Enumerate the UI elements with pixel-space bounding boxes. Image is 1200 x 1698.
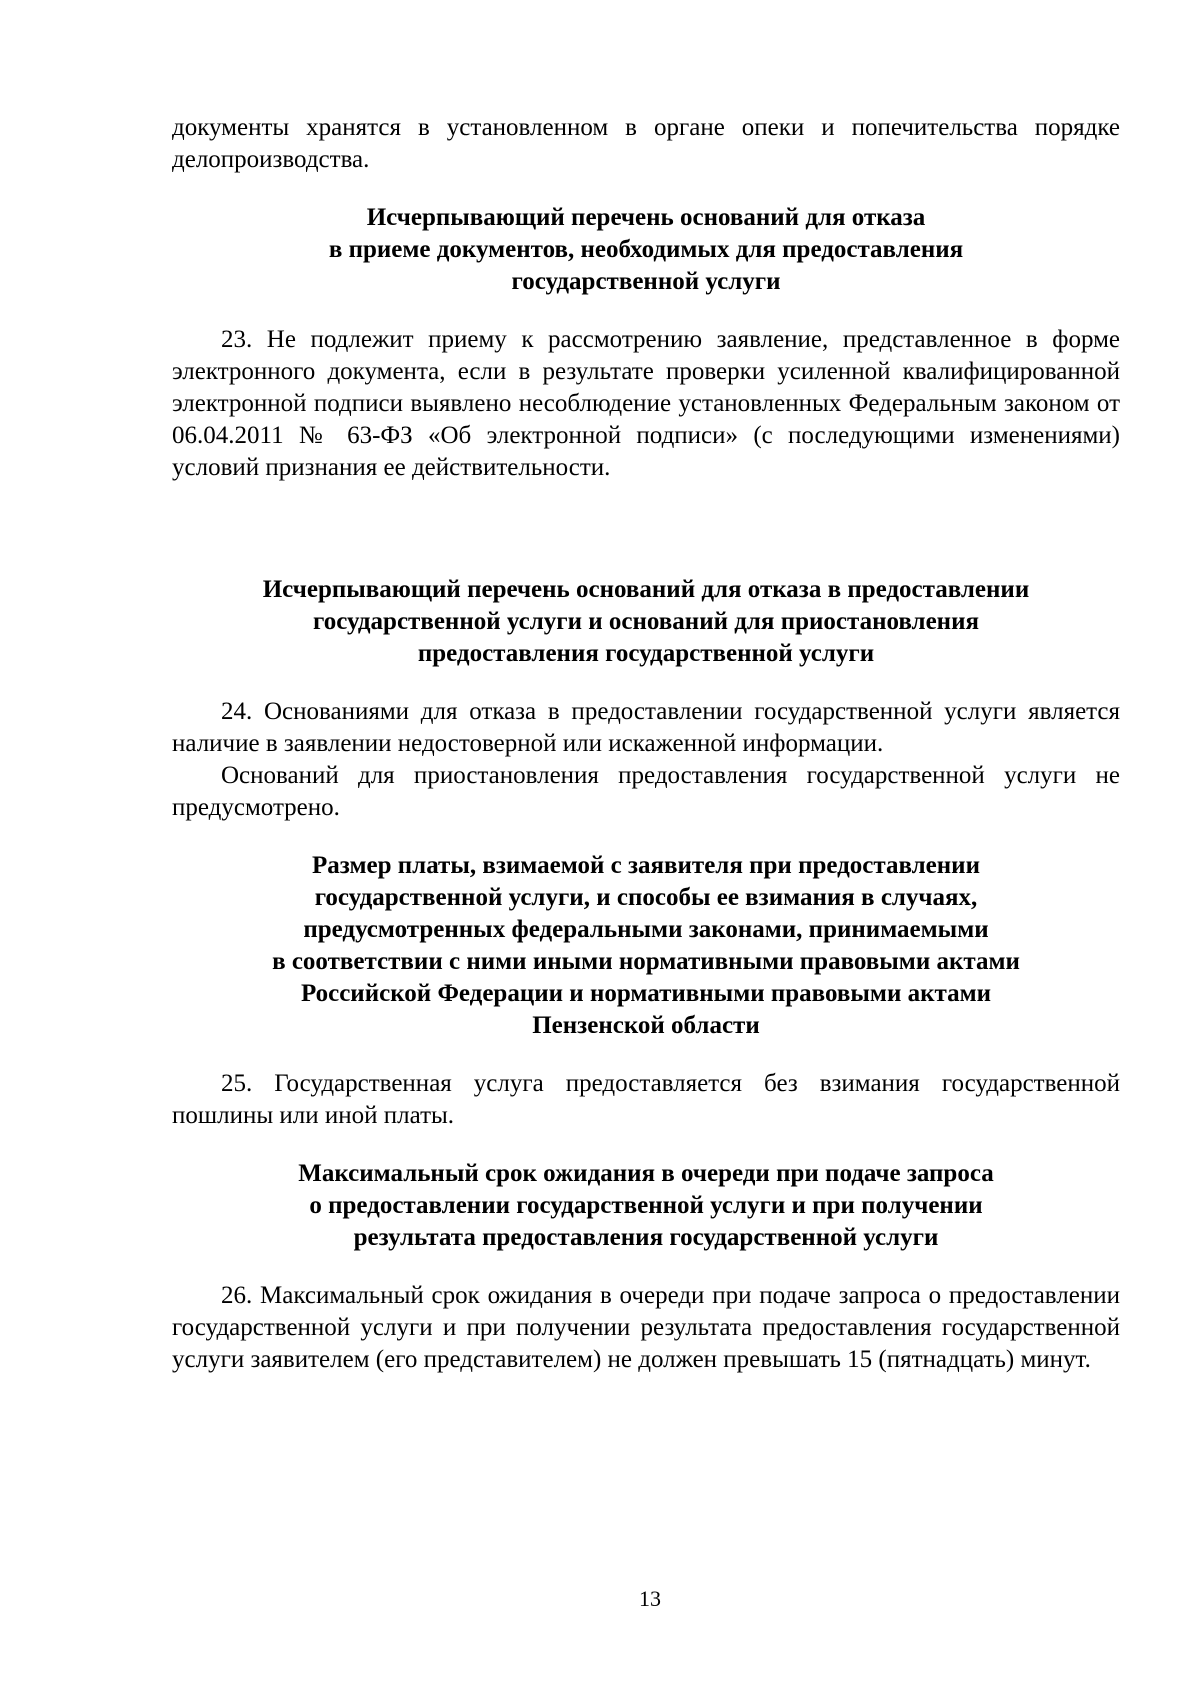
spacer [172, 484, 1120, 574]
section-heading-fee [172, 850, 1120, 1042]
paragraph-24: 24. Основаниями для отказа в предоставлении государственной услуги является наличие в заявлении недостоверной или искаженной информации. [172, 698, 1120, 757]
heading-line: Пензенской области [532, 1012, 760, 1039]
paragraph-23: 23. Не подлежит приему к рассмотрению заявление, представленное в форме электронного документа, если в результате проверки усиленной квалифицированной электронной подписи выявлено несоблюдение установленных Федеральным законом от 06.04.2011 № 63-ФЗ «Об электронной подписи» (с последующими изменениями) условий признания ее действительности. [172, 326, 1120, 481]
section-heading-queue-time [172, 1158, 1120, 1254]
spacer [172, 298, 1120, 324]
heading-line: Российской Федерации и нормативными правовыми актами [300, 980, 992, 1007]
section-heading-refusal-acceptance [172, 202, 1120, 298]
paragraph-26: 26. Максимальный срок ожидания в очереди при подаче запроса о предоставлении государственной услуги и при получении результата предоставления государственной услуги заявителем (его представителем) не должен превышать 15 (пятнадцать) минут. [172, 1282, 1120, 1373]
heading-line: о предоставлении государственной услуги и при получении [309, 1192, 983, 1219]
paragraph-25: 25. Государственная услуга предоставляется без взимания государственной пошлины или иной платы. [172, 1070, 1120, 1129]
spacer [172, 670, 1120, 696]
heading-line: государственной услуги [511, 268, 781, 295]
heading-line: в приеме документов, необходимых для предоставления [328, 236, 964, 263]
heading-line: государственной услуги и оснований для приостановления [312, 608, 979, 635]
heading-line: результата предоставления государственной услуги [353, 1224, 939, 1251]
section-heading-refusal-suspension [172, 574, 1120, 670]
heading-line: Размер платы, взимаемой с заявителя при предоставлении [312, 852, 980, 879]
heading-line: предоставления государственной услуги [417, 640, 875, 667]
heading-line: Исчерпывающий перечень оснований для отказа [366, 204, 926, 231]
heading-line: Исчерпывающий перечень оснований для отказа в предоставлении [262, 576, 1030, 603]
spacer [172, 1254, 1120, 1280]
spacer [172, 176, 1120, 202]
heading-line: в соответствии с ними иными нормативными правовыми актами [272, 948, 1020, 975]
spacer [172, 1132, 1120, 1158]
page-number: 13 [639, 1586, 661, 1611]
document-page [172, 112, 1120, 1376]
heading-line: Максимальный срок ожидания в очереди при подаче запроса [298, 1160, 994, 1187]
spacer [172, 824, 1120, 850]
spacer [172, 1042, 1120, 1068]
heading-line: предусмотренных федеральными законами, принимаемыми [303, 916, 989, 943]
paragraph-24-suspension: Оснований для приостановления предоставления государственной услуги не предусмотрено. [172, 762, 1120, 821]
paragraph-intro: документы хранятся в установленном в органе опеки и попечительства порядке делопроизводства. [172, 114, 1120, 173]
heading-line: государственной услуги, и способы ее взимания в случаях, [314, 884, 978, 911]
